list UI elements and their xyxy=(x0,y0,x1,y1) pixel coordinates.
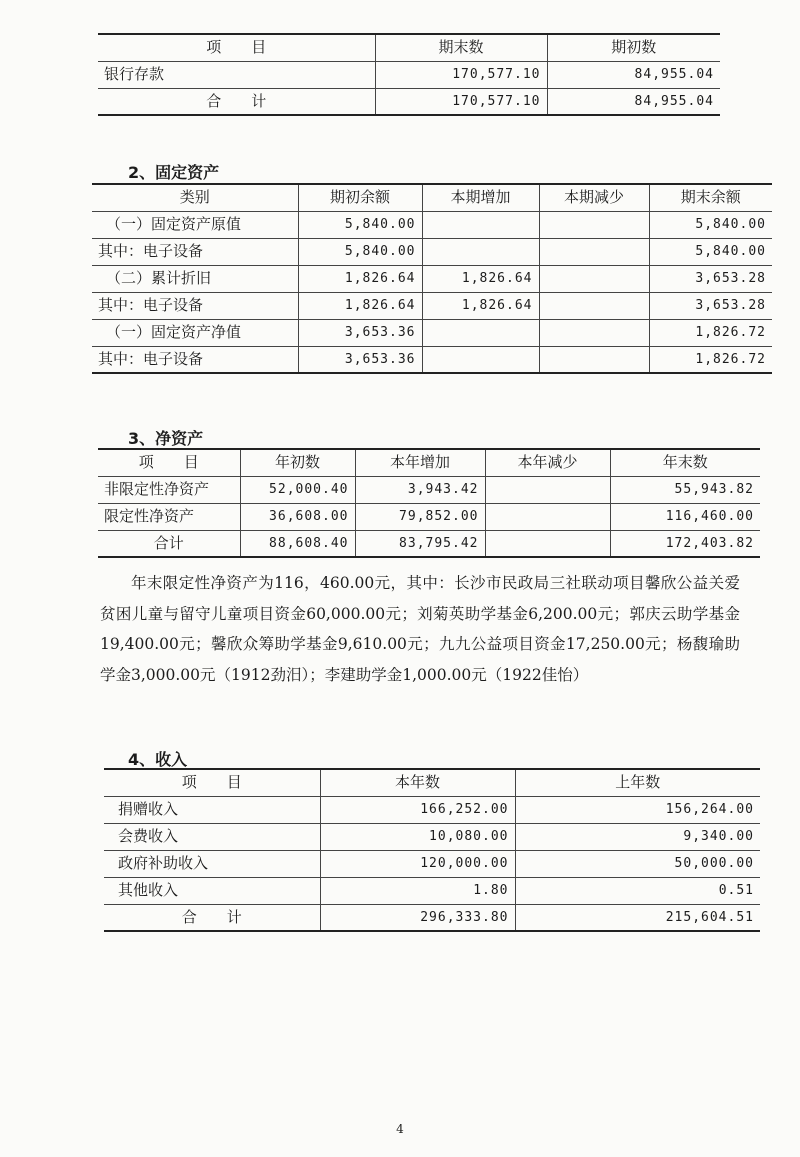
cell-value: 50,000.00 xyxy=(515,850,760,877)
page-number: 4 xyxy=(396,1122,404,1136)
row-label: （一）固定资产原值 xyxy=(92,211,298,238)
table-row xyxy=(104,877,760,904)
header-cell: 期初数 xyxy=(547,34,720,61)
header-cell: 本期减少 xyxy=(539,184,649,211)
cell-value: 5,840.00 xyxy=(649,238,772,265)
cell-value xyxy=(539,292,649,319)
cell-value: 116,460.00 xyxy=(610,503,760,530)
row-label: 合计 xyxy=(98,530,240,557)
row-label: 其中：电子设备 xyxy=(92,238,298,265)
cell-value: 156,264.00 xyxy=(515,796,760,823)
table-row xyxy=(98,476,760,503)
row-label: 其中：电子设备 xyxy=(92,292,298,319)
row-label: 政府补助收入 xyxy=(104,850,320,877)
section-title-net-assets: 3、净资产 xyxy=(128,429,204,448)
row-label: 银行存款 xyxy=(98,61,375,88)
cell-value: 84,955.04 xyxy=(547,88,720,115)
header-cell: 年初数 xyxy=(240,449,355,476)
header-cell: 本年减少 xyxy=(485,449,610,476)
table-row xyxy=(104,823,760,850)
cell-value: 170,577.10 xyxy=(375,61,547,88)
row-label: （一）固定资产净值 xyxy=(92,319,298,346)
table-row xyxy=(104,850,760,877)
row-label: 限定性净资产 xyxy=(98,503,240,530)
cell-value: 55,943.82 xyxy=(610,476,760,503)
cell-value xyxy=(422,238,539,265)
cell-value: 296,333.80 xyxy=(320,904,515,931)
cell-value: 1,826.64 xyxy=(422,292,539,319)
table-row xyxy=(92,346,772,373)
cell-value xyxy=(422,346,539,373)
income-table xyxy=(104,768,760,932)
header-cell: 本期增加 xyxy=(422,184,539,211)
row-label: （二）累计折旧 xyxy=(92,265,298,292)
cell-value xyxy=(539,346,649,373)
cell-value: 3,653.36 xyxy=(298,319,422,346)
section-title-income: 4、收入 xyxy=(128,750,188,769)
table-header-row xyxy=(98,34,720,61)
restricted-net-assets-note: 年末限定性净资产为116，460.00元，其中：长沙市民政局三社联动项目馨欣公益关爱贫困儿童与留守儿童项目资金60,000.00元；刘菊英助学基金6,200.00元；郭庆云助学基金19,400.00元；馨欣众筹助学基金9,610.00元；九九公益项目资金17,250.00元；杨馥瑜助学金3,000.00元（1912劲汨）；李建助学金1,000.00元（1922佳怡） xyxy=(100,574,740,684)
table-total-row xyxy=(98,88,720,115)
cell-value: 166,252.00 xyxy=(320,796,515,823)
cell-value xyxy=(422,211,539,238)
table-row xyxy=(92,211,772,238)
cell-value: 3,943.42 xyxy=(355,476,485,503)
cell-value xyxy=(485,503,610,530)
net-assets-table xyxy=(98,448,760,558)
cell-value: 5,840.00 xyxy=(649,211,772,238)
cell-value: 5,840.00 xyxy=(298,211,422,238)
cell-value: 0.51 xyxy=(515,877,760,904)
cell-value xyxy=(485,476,610,503)
table-row xyxy=(92,292,772,319)
cell-value: 10,080.00 xyxy=(320,823,515,850)
header-cell: 类别 xyxy=(92,184,298,211)
cell-value: 170,577.10 xyxy=(375,88,547,115)
fixed-assets-table xyxy=(92,183,772,374)
cell-value: 5,840.00 xyxy=(298,238,422,265)
table-row xyxy=(98,61,720,88)
cell-value xyxy=(539,211,649,238)
cell-value: 1,826.72 xyxy=(649,346,772,373)
cell-value: 120,000.00 xyxy=(320,850,515,877)
section-title-fixed-assets: 2、固定资产 xyxy=(128,163,220,182)
cell-value xyxy=(539,265,649,292)
header-cell: 本年增加 xyxy=(355,449,485,476)
cell-value xyxy=(422,319,539,346)
row-label: 会费收入 xyxy=(104,823,320,850)
cell-value: 1,826.64 xyxy=(298,265,422,292)
table-row xyxy=(92,265,772,292)
table-row xyxy=(92,238,772,265)
table-header-row xyxy=(92,184,772,211)
cell-value: 215,604.51 xyxy=(515,904,760,931)
table-header-row xyxy=(104,769,760,796)
row-label: 合 计 xyxy=(98,88,375,115)
table-header-row xyxy=(98,449,760,476)
cell-value: 3,653.28 xyxy=(649,292,772,319)
header-cell: 项 目 xyxy=(98,449,240,476)
cell-value xyxy=(539,238,649,265)
cell-value: 83,795.42 xyxy=(355,530,485,557)
cell-value: 3,653.36 xyxy=(298,346,422,373)
row-label: 合 计 xyxy=(104,904,320,931)
header-cell: 年末数 xyxy=(610,449,760,476)
cell-value: 1,826.64 xyxy=(298,292,422,319)
table-row xyxy=(92,319,772,346)
table-row xyxy=(104,796,760,823)
header-cell: 期初余额 xyxy=(298,184,422,211)
header-cell: 期末数 xyxy=(375,34,547,61)
cell-value: 172,403.82 xyxy=(610,530,760,557)
cell-value: 88,608.40 xyxy=(240,530,355,557)
cell-value: 84,955.04 xyxy=(547,61,720,88)
cell-value: 52,000.40 xyxy=(240,476,355,503)
cell-value xyxy=(539,319,649,346)
cell-value: 1,826.72 xyxy=(649,319,772,346)
row-label: 其他收入 xyxy=(104,877,320,904)
row-label: 其中：电子设备 xyxy=(92,346,298,373)
cell-value: 1.80 xyxy=(320,877,515,904)
table-total-row xyxy=(98,530,760,557)
table-row xyxy=(98,503,760,530)
cell-value: 1,826.64 xyxy=(422,265,539,292)
bank-deposit-table xyxy=(98,33,720,116)
header-cell: 期末余额 xyxy=(649,184,772,211)
table-total-row xyxy=(104,904,760,931)
cell-value: 9,340.00 xyxy=(515,823,760,850)
cell-value: 79,852.00 xyxy=(355,503,485,530)
header-cell: 项 目 xyxy=(98,34,375,61)
cell-value: 3,653.28 xyxy=(649,265,772,292)
header-cell: 上年数 xyxy=(515,769,760,796)
row-label: 非限定性净资产 xyxy=(98,476,240,503)
header-cell: 本年数 xyxy=(320,769,515,796)
header-cell: 项 目 xyxy=(104,769,320,796)
cell-value: 36,608.00 xyxy=(240,503,355,530)
row-label: 捐赠收入 xyxy=(104,796,320,823)
cell-value xyxy=(485,530,610,557)
